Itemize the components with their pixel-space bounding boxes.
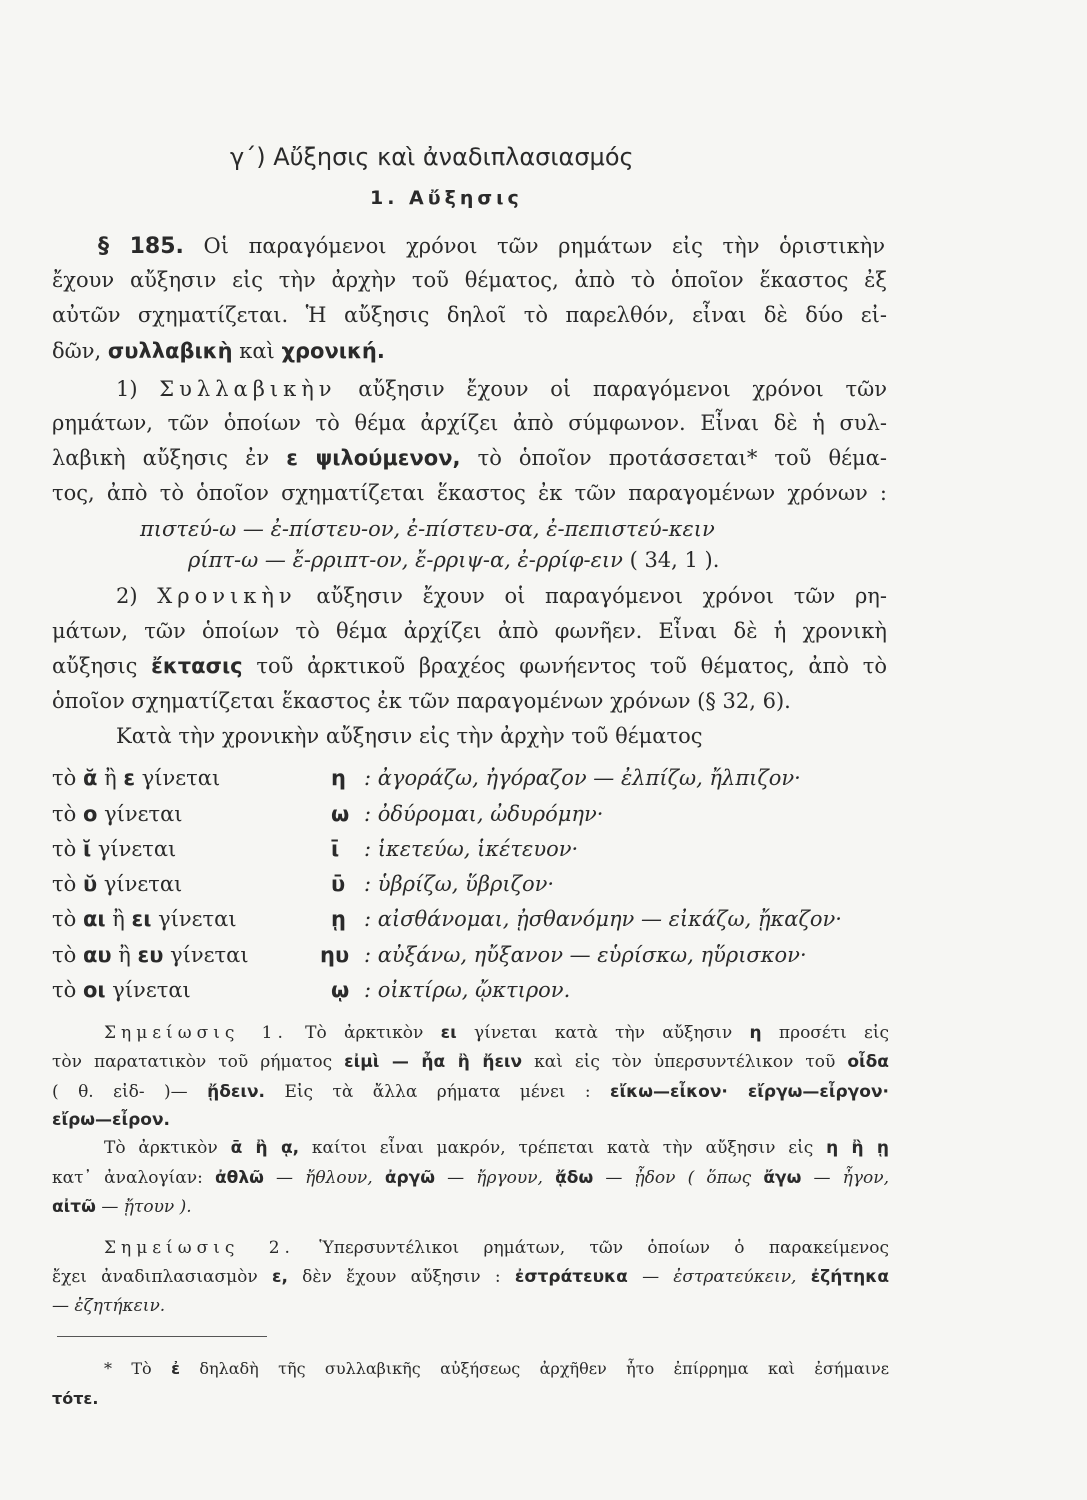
note1-l2c: καὶ εἰς τὸν ὑπερσυντέλικον τοῦ [534,1052,836,1072]
footnote-l1c: δηλαδὴ τῆς συλλαβικῆς αὐξήσεως ἀρχῆθεν ἦτο ἐπίρρημα καὶ ἐσήμαινε [199,1359,890,1378]
table-row-rule [52,941,249,969]
note1-l1c: γίνεται κατὰ τὴν αὔξησιν [474,1023,733,1043]
note1b-l1b: ᾱ ἢ ᾳ, [230,1138,300,1158]
para2-l3a: λαβικὴ αὔξησις ἐν [52,446,270,470]
note2-line3: — ἐζητήκειν. [52,1296,166,1316]
para3-line5: Κατὰ τὴν χρονικὴν αὔξησιν εἰς τὴν ἀρχὴν τοῦ θέματος [116,724,703,748]
row-vowel1: ῐ [82,837,92,861]
note1-l2a: τὸν παρατατικὸν τοῦ ρήματος [52,1052,333,1072]
note1-label: Σημείωσις 1. [104,1023,288,1043]
note1b-l1c: καίτοι εἶναι μακρόν, τρέπεται κατὰ τὴν αὔξησιν εἰς [311,1138,814,1158]
note2-l2a: ἔχει ἀναδιπλασιασμὸν [52,1267,258,1287]
para1-line2: ἔχουν αὔξησιν εἰς τὴν ἀρχὴν τοῦ θέματος, ἀπὸ τὸ ὁποῖον ἕκαστος ἐξ [52,268,887,292]
note1-line4: εἴρω—εἶρον. [52,1110,171,1130]
chapter-title: γ΄) Αὔξησις καὶ ἀναδιπλασιασμός [230,143,634,171]
note2-l2b: ε, [271,1267,288,1287]
para3-line2: μάτων, τῶν ὁποίων τὸ θέμα ἀρχίζει ἀπὸ φωνῆεν. Εἶναι δὲ ἡ χρονικὴ [52,619,887,643]
para3-term: Χρονικὴν [157,584,297,608]
para3-l3c: τοῦ ἀρκτικοῦ βραχέος φωνήεντος τοῦ θέματος, ἀπὸ τὸ [256,654,887,678]
row-article: τὸ [52,837,77,861]
row-vowel1: ῠ [82,872,98,896]
note1-line3 [52,1080,889,1104]
table-row-examples: : ἱκετεύω, ἱκέτευον· [364,837,579,861]
para1-line4 [52,337,385,365]
note1-l1a: Τὸ ἀρκτικὸν [305,1023,424,1043]
table-row-rule [52,835,176,863]
para2-line1-rest: αὔξησιν ἔχουν οἱ παραγόμενοι χρόνοι τῶν [358,377,888,401]
table-row-examples: : αὐξάνω, ηὔξανον — εὑρίσκω, ηὕρισκον· [364,943,807,967]
table-row-result: ῳ [331,978,350,1002]
row-vowel1: ο [82,802,98,826]
note1b-l2d: ἀργῶ [384,1168,436,1188]
table-row-result: ηυ [320,943,350,967]
note1-l3b: ᾔδειν. [207,1082,266,1102]
row-or: ἢ [112,907,125,931]
para3-l3a: αὔξησις [52,654,138,678]
para2-term: Συλλαβικὴν [159,377,337,401]
example-line2 [188,546,719,574]
para2-line2: ρημάτων, τῶν ὁποίων τὸ θέμα ἀρχίζει ἀπὸ σύμφωνον. Εἶναι δὲ ἡ συλ- [52,411,887,435]
row-article: τὸ [52,766,77,790]
table-row-examples: : ὀδύρομαι, ὠδυρόμην· [364,802,604,826]
para3-line4: ὁποῖον σχηματίζεται ἕκαστος ἐκ τῶν παραγομένων χρόνων (§ 32, 6). [52,689,791,713]
note1-line2 [52,1050,889,1074]
note1b-l1a: Τὸ ἀρκτικὸν [104,1138,218,1158]
table-row-rule [52,905,237,933]
term-temporal: χρονική. [281,339,385,363]
footnote-l1a: * Τὸ [104,1359,152,1378]
row-article: τὸ [52,978,77,1002]
note2-l2f: ἐζήτηκα [810,1267,890,1287]
note1b-line2 [52,1166,889,1190]
row-article: τὸ [52,802,77,826]
example-line2-text: ρίπτ-ω — ἔ-ρριπτ-ον, ἔ-ρριψ-α, ἐ-ρρίφ-ειν [188,548,623,572]
note1b-l3b: — ᾔτουν ). [101,1197,192,1217]
para1-line1 [98,232,885,261]
note1-l3c: Εἰς τὰ ἄλλα ρήματα μένει : [284,1082,591,1102]
row-vowel2: ε [123,766,136,790]
footnote-line2: τότε. [52,1389,99,1408]
row-verb: γίνεται [141,766,221,790]
section-number: § 185. [98,234,184,259]
para1-l4c: καὶ [239,339,275,363]
row-or: ἢ [104,766,117,790]
row-verb: γίνεται [103,872,183,896]
epsilon-term: ε ψιλούμενον, [286,446,461,470]
note1-l3d: εἴκω—εἶκον· εἴργω—εἶργον· [610,1082,889,1102]
row-article: τὸ [52,872,77,896]
note1b-l2f: ᾄδω [555,1168,594,1188]
para2-l3c: τὸ ὁποῖον προτάσσεται* τοῦ θέμα- [477,446,887,470]
para1-l4a: δῶν, [52,339,102,363]
note1b-l2e: — ἤργουν, [447,1168,543,1188]
row-verb: γίνεται [112,978,191,1002]
para2-number: 1) [116,377,138,401]
table-row-examples: : αἰσθάνομαι, ᾐσθανόμην — εἰκάζω, ᾔκαζον· [364,907,842,931]
table-row-rule [52,976,191,1004]
para3-line1 [116,582,887,610]
note2-line2 [52,1265,889,1289]
note1b-line1 [104,1136,889,1160]
footnote-line1 [104,1355,889,1383]
row-verb: γίνεται [97,837,177,861]
note1-l2b: εἰμὶ — ἦα ἢ ἤειν [344,1052,523,1072]
table-row-result: η [331,766,346,790]
table-row-result: ῡ [331,872,346,896]
note2-l1rest: Ὑπερσυντέλικοι ρημάτων, τῶν ὁποίων ὁ παρακείμενος [319,1238,889,1258]
note2-line1 [104,1236,889,1260]
table-row-result: ῃ [331,907,346,931]
example-line1: πιστεύ-ω — ἐ-πίστευ-ον, ἐ-πίστευ-σα, ἐ-πεπιστεύ-κειν [140,517,715,541]
table-row-rule [52,800,183,828]
para1-line1-text: Οἱ παραγόμενοι χρόνοι τῶν ρημάτων εἰς τὴν ὁριστικὴν [203,234,885,258]
table-row-rule [52,764,220,792]
row-vowel2: ευ [137,943,164,967]
row-vowel1: ᾰ [82,766,98,790]
para3-number: 2) [116,584,138,608]
note1b-l3a: αἰτῶ [52,1197,96,1217]
para2-line3 [52,444,887,472]
para2-line1 [116,375,887,403]
para3-line1-rest: αὔξησιν ἔχουν οἱ παραγόμενοι χρόνοι τῶν ρη- [316,584,887,608]
table-row-examples: : οἰκτίρω, ᾤκτιρον. [364,978,571,1002]
table-row-examples: : ἀγοράζω, ἠγόραζον — ἐλπίζω, ἤλπιζον· [364,766,801,790]
note1b-l2c: — ἤθλουν, [276,1168,373,1188]
para1-line3: αὐτῶν σχηματίζεται. Ἡ αὔξησις δηλοῖ τὸ παρελθόν, εἶναι δὲ δύο εἰ- [52,303,887,327]
note1b-l2i: — ἦγον, [813,1168,890,1188]
table-row-result: ω [331,802,350,826]
note1-line1 [104,1021,889,1045]
note1b-l2b: ἀθλῶ [214,1168,264,1188]
example-line2-ref: ( 34, 1 ). [629,548,720,572]
note1b-l2g: — ᾖδον ( ὅπως [605,1168,752,1188]
para2-line4: τος, ἀπὸ τὸ ὁποῖον σχηματίζεται ἕκαστος ἐκ τῶν παραγομένων χρόνων : [52,481,887,505]
row-verb: γίνεται [170,943,249,967]
note2-l2e: — ἐστρατεύκειν, [642,1267,797,1287]
table-row-examples: : ὑβρίζω, ὕβριζον· [364,872,555,896]
row-article: τὸ [52,943,77,967]
row-vowel1: οι [82,978,106,1002]
row-vowel2: ει [131,907,152,931]
note1-l1b: ει [440,1023,457,1043]
row-vowel1: αι [82,907,106,931]
note1-l3a: ( θ. εἰδ- )— [52,1082,188,1102]
row-verb: γίνεται [104,802,183,826]
footnote-l1b: ἐ [171,1359,180,1378]
para3-line3 [52,652,887,680]
note1b-l2a: κατ᾽ ἀναλογίαν: [52,1168,203,1188]
row-or: ἢ [118,943,131,967]
term-extension: ἔκτασις [151,654,243,678]
section-subtitle: 1. Αὔξησις [370,187,523,209]
table-row-result: ῑ [331,837,340,861]
note1-l2d: οἶδα [847,1052,889,1072]
note1-l1e: προσέτι εἰς [778,1023,890,1043]
row-verb: γίνεται [158,907,237,931]
term-syllabic: συλλαβικὴ [107,339,233,363]
row-article: τὸ [52,907,77,931]
note1-l1d: η [749,1023,762,1043]
table-row-rule [52,870,182,898]
note2-l2d: ἐστράτευκα [514,1267,628,1287]
footnote-divider [57,1336,267,1337]
note1b-line3 [52,1195,192,1219]
note2-label: Σημείωσις 2. [104,1238,295,1258]
note1b-l1d: η ἢ ῃ [826,1138,890,1158]
note2-l2c: δὲν ἔχουν αὔξησιν : [302,1267,501,1287]
note1b-l2h: ἄγω [763,1168,802,1188]
row-vowel1: αυ [82,943,112,967]
